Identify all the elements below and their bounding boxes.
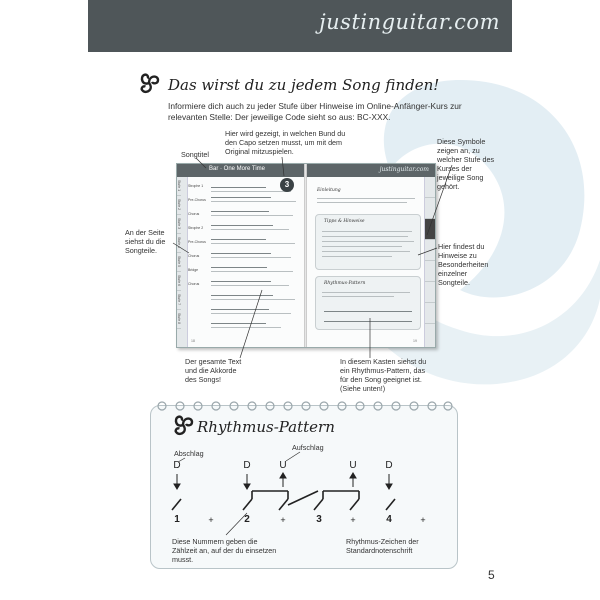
- book-chord-line: [211, 253, 271, 254]
- section-title: Das wirst du zu jedem Song finden!: [168, 76, 440, 94]
- book-stage-symbol: [425, 198, 435, 219]
- book-chord-line: [211, 267, 267, 268]
- book-song-title: Bar · One More Time: [209, 166, 266, 172]
- stroke-up: U: [349, 460, 357, 471]
- annotation-kasten: In diesem Kasten siehst du ein Rhythmus-Pattern, das für den Song geeignet ist. (Siehe unten!): [340, 357, 427, 393]
- page-number: 5: [488, 568, 495, 582]
- label-abschlag: Abschlag: [174, 449, 204, 458]
- page-header: [88, 0, 512, 52]
- book-text-line: [322, 236, 408, 237]
- book-lyric-line: [211, 299, 295, 300]
- annotation-capo: Hier wird gezeigt, in welchen Bund du den Capo setzen musst, um mit dem Original mitzuspielen.: [225, 129, 346, 156]
- book-header-right: [307, 164, 435, 177]
- book-lyric-line: [211, 257, 291, 258]
- swirl-logo-icon: [138, 72, 160, 94]
- note-counts: Diese Nummern geben die Zählzeit an, auf der du einsetzen musst.: [172, 537, 277, 564]
- book-stage-tab: Stufe 6: [177, 272, 181, 291]
- songbook-spread: [176, 163, 436, 348]
- swirl-logo-icon: [172, 414, 194, 436]
- book-chord-line: [211, 197, 271, 198]
- book-text-line: [322, 256, 392, 257]
- stroke-down: D: [385, 460, 393, 471]
- annotation-hinweise: Hier findest du Hinweise zu Besonderheiten einzelner Songteile.: [438, 242, 489, 287]
- count-and: +: [420, 515, 426, 525]
- book-part-label: Bridge: [188, 268, 199, 272]
- book-lyric-line: [211, 327, 281, 328]
- book-lyric-line: [211, 285, 289, 286]
- book-stage-tab: Stufe 1: [177, 177, 181, 196]
- book-lyric-line: [211, 229, 289, 230]
- stroke-down: D: [173, 460, 181, 471]
- book-lyric-line: [211, 313, 291, 314]
- count-and: +: [350, 515, 356, 525]
- book-stage-symbol: [425, 282, 435, 303]
- book-text-line: [322, 231, 412, 232]
- book-stage-tabs: [177, 177, 188, 347]
- stroke-down: D: [243, 460, 251, 471]
- book-header-left: [177, 164, 304, 177]
- book-song-parts: [188, 184, 206, 296]
- book-stage-symbol-active: [425, 219, 435, 240]
- count-2: 2: [244, 514, 250, 525]
- book-page-number: 18: [191, 339, 195, 343]
- book-spine: [304, 164, 307, 347]
- book-chord-line: [211, 225, 273, 226]
- book-lyric-line: [211, 215, 293, 216]
- book-chord-line: [211, 187, 266, 188]
- book-part-label: Strophe 1: [188, 184, 204, 188]
- book-stage-symbols: [424, 177, 435, 347]
- book-section-title: Einleitung: [317, 188, 341, 193]
- book-lyric-line: [211, 201, 296, 202]
- book-lyric-line: [211, 191, 291, 192]
- book-brand: justinguitar.com: [379, 166, 429, 173]
- book-part-label: Chorus: [188, 254, 200, 258]
- book-stage-tab: Stufe 8: [177, 310, 181, 329]
- count-and: +: [208, 515, 214, 525]
- book-stage-symbol: [425, 240, 435, 261]
- count-and: +: [280, 515, 286, 525]
- count-4: 4: [386, 514, 392, 525]
- book-section-title: Tipps & Hinweise: [324, 219, 365, 224]
- annotation-text-akkorde: Der gesamte Text und die Akkorde des Songs!: [185, 357, 242, 384]
- rhythm-title: Rhythmus-Pattern: [197, 418, 335, 436]
- book-rhythm-line: [324, 311, 412, 312]
- label-aufschlag: Aufschlag: [292, 443, 324, 452]
- book-stage-symbol: [425, 177, 435, 198]
- book-part-label: Pre-Chorus: [188, 198, 206, 202]
- book-text-line: [317, 202, 407, 203]
- book-section-title: Rhythmus-Pattern: [324, 281, 366, 286]
- book-stage-tab: Stufe 2: [177, 196, 181, 215]
- brand-logo: justinguitar.com: [319, 10, 500, 34]
- book-stage-symbol: [425, 261, 435, 282]
- book-stage-tab: Stufe 3: [177, 215, 181, 234]
- book-rhythm-box: [315, 276, 421, 330]
- book-chord-line: [211, 211, 269, 212]
- count-3: 3: [316, 514, 322, 525]
- book-text-line: [317, 198, 415, 199]
- book-text-line: [322, 292, 410, 293]
- book-stage-tab: Stufe 5: [177, 253, 181, 272]
- book-chord-line: [211, 281, 271, 282]
- book-chord-line: [211, 239, 266, 240]
- book-chord-line: [211, 295, 273, 296]
- book-lyric-line: [211, 243, 295, 244]
- book-page-number: 19: [413, 339, 417, 343]
- book-text-line: [322, 251, 410, 252]
- book-rhythm-line: [324, 321, 412, 322]
- book-chord-line: [211, 323, 266, 324]
- book-capo-badge: 3: [280, 178, 294, 192]
- book-text-line: [322, 296, 394, 297]
- intro-text: Informiere dich auch zu jeder Stufe über Hinweise im Online-Anfänger-Kurs zur relevanten Stelle: Der jeweilige Code sieht so aus: BC-XXX.: [168, 101, 462, 122]
- book-part-label: Strophe 2: [188, 226, 204, 230]
- stroke-up: U: [279, 460, 287, 471]
- notebook-rings: [150, 398, 456, 412]
- book-part-label: Chorus: [188, 282, 200, 286]
- book-text-line: [322, 241, 414, 242]
- book-part-label: Pre-Chorus: [188, 240, 206, 244]
- book-part-label: Chorus: [188, 212, 200, 216]
- book-stage-symbol: [425, 303, 435, 324]
- annotation-songtitel: Songtitel: [181, 150, 209, 159]
- count-1: 1: [174, 514, 180, 525]
- book-stage-tab: Stufe 7: [177, 291, 181, 310]
- book-stage-tab: Stufe 4: [177, 234, 181, 253]
- annotation-songteile: An der Seite siehst du die Songteile.: [125, 228, 166, 255]
- note-symbols: Rhythmus-Zeichen der Standardnotenschrift: [346, 537, 419, 555]
- book-chord-line: [211, 309, 269, 310]
- book-tips-box: [315, 214, 421, 270]
- annotation-symbole: Diese Symbole zeigen an, zu welcher Stufe des Kurses der jeweilige Song gehört.: [437, 137, 495, 191]
- book-lyric-line: [211, 271, 293, 272]
- book-text-line: [322, 246, 402, 247]
